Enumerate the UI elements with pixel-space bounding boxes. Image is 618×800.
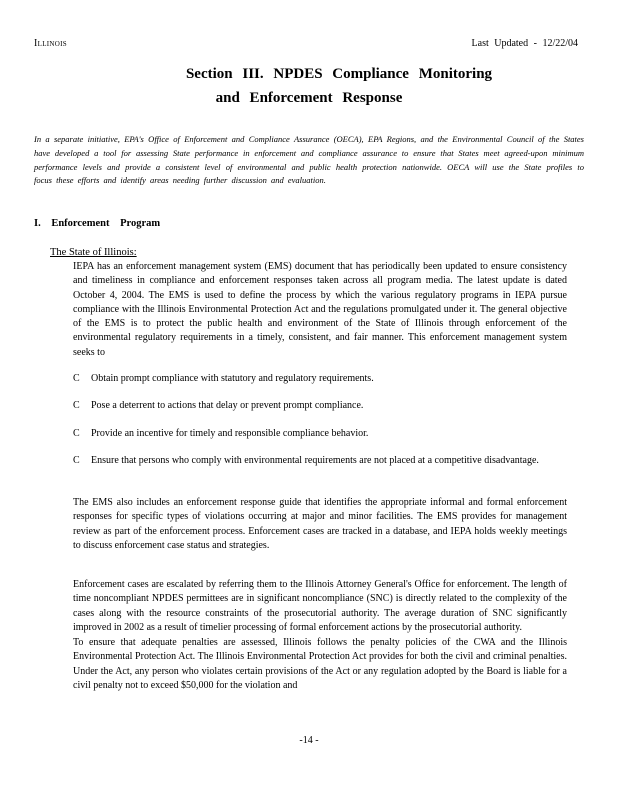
ems-paragraph: IEPA has an enforcement management system (EMS) document that has periodically been updated to ensure consistency and timeliness in compliance and enforcement responses taken across all program media. The latest update is dated October 4, 2004. The EMS is used to define the process by which the various regulatory programs in IEPA pursue compliance with the Illinois Environmental Protection Act and the regulations promulgated under it. The general objective of the EMS is to protect the public health and environment of the State of Illinois through enforcement of the environmental regulatory requirements in a timely, consistent, and fair manner. This enforcement management system seeks to — [73, 261, 567, 358]
bullet-marker: C — [73, 428, 80, 439]
response-guide-paragraph: The EMS also includes an enforcement response guide that identifies the appropriate informal and formal enforcement responses for specific types of violations occurring at major and minor facilities. The EMS provides for management review as part of the enforcement process. Enforcement cases are tracked in a database, and IEPA holds weekly meetings to discuss enforcement case status and strategies. — [73, 497, 567, 551]
state-subheading: The State of Illinois: — [50, 247, 137, 258]
section-heading: I. Enforcement Program — [34, 218, 161, 229]
bullet-marker: C — [73, 373, 80, 384]
escalation-paragraph: Enforcement cases are escalated by referring them to the Illinois Attorney General's Office for enforcement. The length of time noncompliant NPDES permittees are in significant noncompliance (SNC) is directly related to the complexity of the cases along with the resource constraints of the prosecutorial authority. The average duration of SNC significantly improved in 2002 as a result of timelier processing of formal enforcement actions by the prosecutorial authority. — [73, 579, 567, 633]
objective-bullet-2 — [73, 399, 567, 413]
bullet-marker: C — [73, 455, 80, 466]
bullet-text: Pose a deterrent to actions that delay or prevent prompt compliance. — [91, 400, 364, 411]
objective-bullet-3 — [73, 427, 567, 441]
page-number: -14 - — [299, 735, 319, 746]
header-state: Illinois — [34, 38, 67, 49]
bullet-marker: C — [73, 400, 80, 411]
objective-bullet-1 — [73, 372, 567, 386]
bullet-text: Provide an incentive for timely and responsible compliance behavior. — [91, 428, 369, 439]
bullet-text: Obtain prompt compliance with statutory and regulatory requirements. — [91, 373, 374, 384]
penalty-paragraph: To ensure that adequate penalties are assessed, Illinois follows the penalty policies of the CWA and the Illinois Environmental Protection Act. The Illinois Environmental Protection Act provides for both the civil and criminal penalties. Under the Act, any person who violates certain provisions of the Act or any regulation adopted by the Board is liable for a civil penalty not to exceed $50,000 for the violation and — [73, 637, 567, 691]
header-last-updated: Last Updated - 12/22/04 — [471, 38, 578, 49]
intro-paragraph: In a separate initiative, EPA's Office of Enforcement and Compliance Assurance (OECA), EPA Regions, and the Environmental Council of the States have developed a tool for assessing State performance in enforcement and compliance assurance to ensure that States meet agreed-upon minimum performance levels and provide a consistent level of environmental and public health protection nationwide. OECA will use the State profiles to focus these efforts and identify areas needing further discussion and evaluation. — [34, 134, 584, 186]
objective-bullet-4 — [73, 454, 567, 468]
bullet-text: Ensure that persons who comply with environmental requirements are not placed at a competitive disadvantage. — [91, 455, 539, 466]
page-title-line-1: Section III. NPDES Compliance Monitoring — [185, 66, 493, 82]
page-title-line-2: and Enforcement Response — [215, 90, 403, 106]
